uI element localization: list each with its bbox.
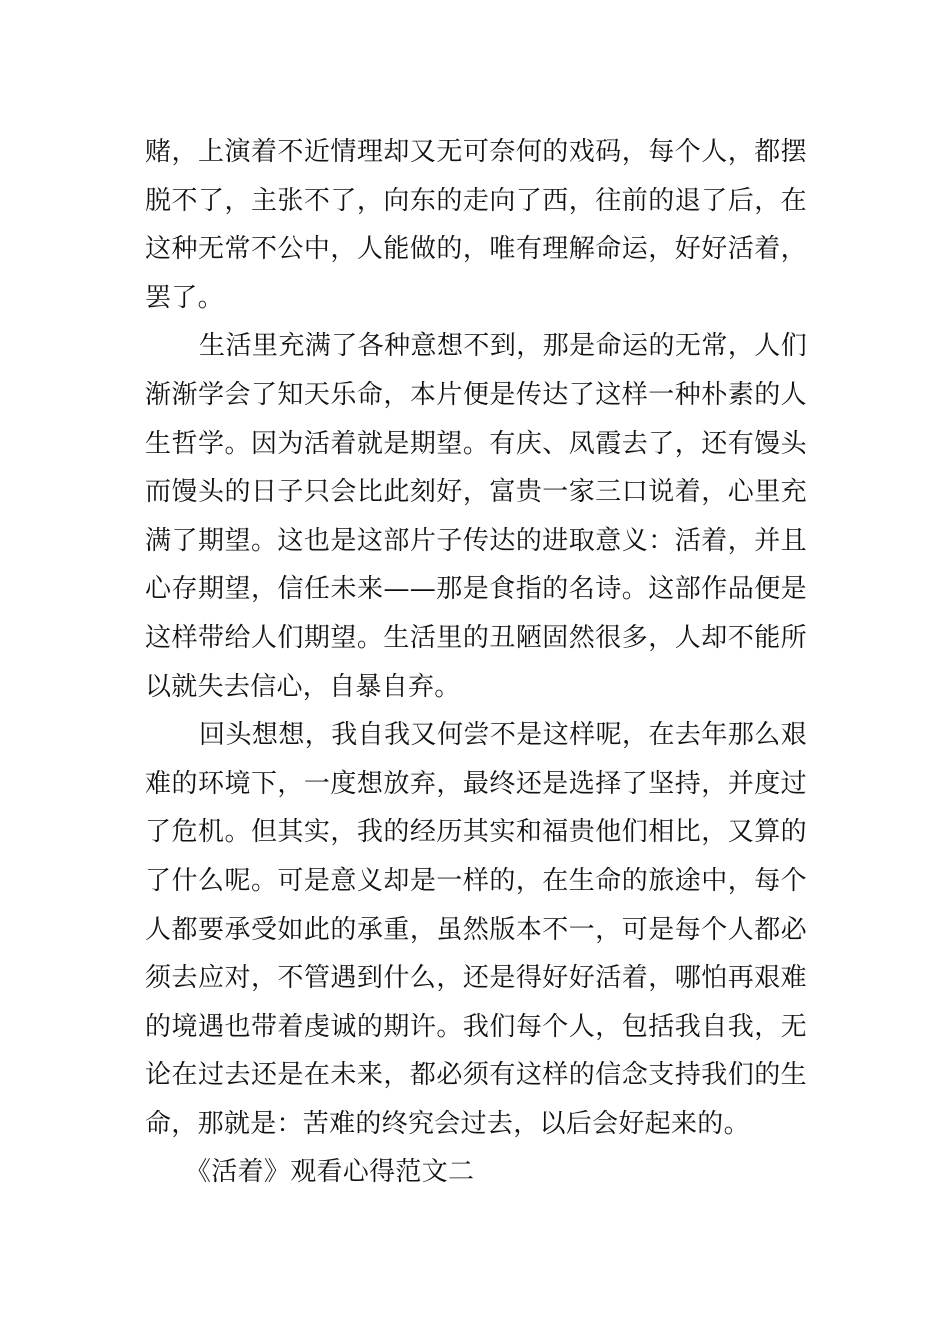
document-page [145,128,807,1197]
paragraph-continuation: 赌，上演着不近情理却又无可奈何的戏码，每个人，都摆脱不了，主张不了，向东的走向了西，往前的退了后，在这种无常不公中，人能做的，唯有理解命运，好好活着，罢了。 [145,137,807,313]
paragraph-reflection: 回头想想，我自我又何尝不是这样呢，在去年那么艰难的环境下，一度想放弃，最终还是选择了坚持，并度过了危机。但其实，我的经历其实和福贵他们相比，又算的了什么呢。可是意义却是一样的，在生命的旅途中，每个人都要承受如此的承重，虽然版本不一，可是每个人都必须去应对，不管遇到什么，还是得好好活着，哪怕再艰难的境遇也带着虔诚的期许。我们每个人，包括我自我，无论在过去还是在未来，都必须有这样的信念支持我们的生命，那就是：苦难的终究会过去，以后会好起来的。 [145,720,807,1139]
paragraph-philosophy: 生活里充满了各种意想不到，那是命运的无常，人们渐渐学会了知天乐命，本片便是传达了这样一种朴素的人生哲学。因为活着就是期望。有庆、凤霞去了，还有馒头而馒头的日子只会比此刻好，富贵一家三口说着，心里充满了期望。这也是这部片子传达的进取意义：活着，并且心存期望，信任未来——那是食指的名诗。这部作品便是这样带给人们期望。生活里的丑陋固然很多，人却不能所以就失去信心，自暴自弃。 [145,331,807,702]
section-heading: 《活着》观看心得范文二 [185,1157,475,1188]
